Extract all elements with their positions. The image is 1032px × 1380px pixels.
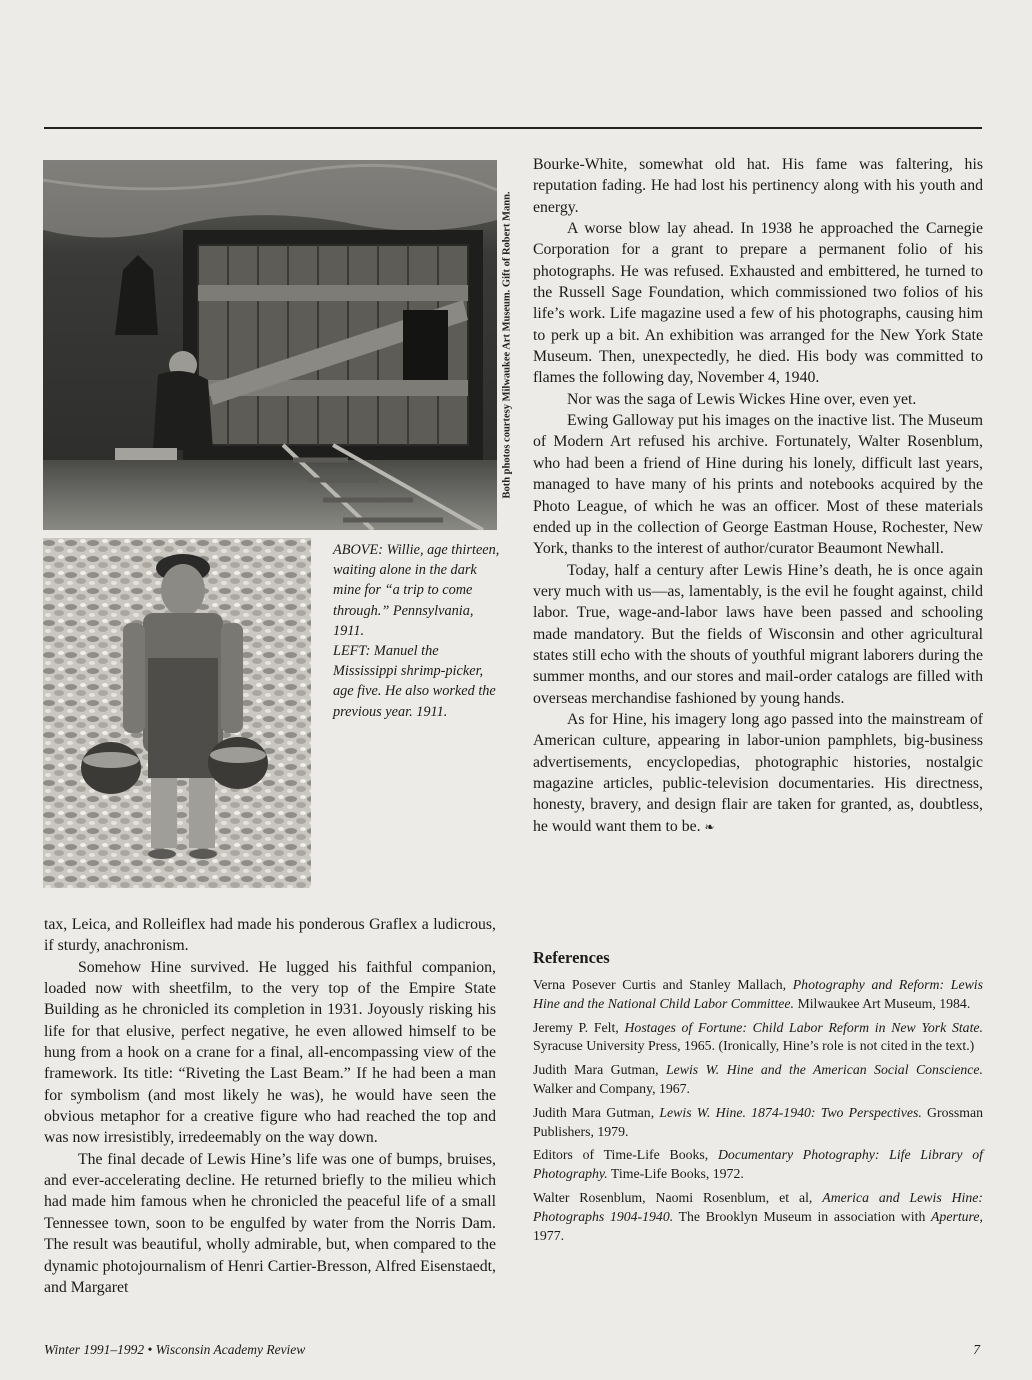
paragraph: Today, half a century after Lewis Hine’s death, he is once again very much with us—as, lamentably, is the evil he fought against, child labor. True, wage-and-labor laws have been passed and schooling made mandatory. But the fields of Wisconsin and other agricultural states still echo with the shouts of youthful migrant laborers during the summer months, and our stores and mail-order catalogs are filled with overseas merchandise fashioned by young hands. <box>533 561 983 707</box>
reference-item: Judith Mara Gutman, Lewis W. Hine. 1874-1940: Two Perspectives. Grossman Publishers, 1979. <box>533 1104 983 1139</box>
mine-photo-illustration <box>43 160 497 530</box>
footer-publication: Winter 1991–1992 • Wisconsin Academy Review <box>44 1342 306 1357</box>
page-number: 7 <box>973 1342 980 1357</box>
mine-photo <box>43 160 497 530</box>
photo-credit: Both photos courtesy Milwaukee Art Museum. Gift of Robert Mann. <box>501 191 513 499</box>
reference-item: Editors of Time-Life Books, Documentary Photography: Life Library of Photography. Time-Life Books, 1972. <box>533 1147 983 1182</box>
paragraph: Ewing Galloway put his images on the inactive list. The Museum of Modern Art refused his archive. Fortunately, Walter Rosenblum, who had been a friend of Hine during his lonely, difficult last years, managed to have many of his prints and notebooks acquired by the Photo League, of which he was an officer. Most of these materials ended up in the collection of George Eastman House, Rochester, New York, thanks to the interest of author/curator Beaumont Newhall. <box>533 412 983 558</box>
references-heading: References <box>533 948 610 967</box>
reference-item: Jeremy P. Felt, Hostages of Fortune: Child Labor Reform in New York State. Syracuse University Press, 1965. (Ironically, Hine’s role is not cited in the text.) <box>533 1019 983 1054</box>
paragraph: tax, Leica, and Rolleiflex had made his ponderous Graflex a ludicrous, if sturdy, anachronism. <box>44 916 496 955</box>
end-mark-icon: ❧ <box>704 819 715 834</box>
shrimp-picker-photo <box>43 538 311 888</box>
right-column-text <box>533 154 983 838</box>
paragraph: Somehow Hine survived. He lugged his faithful companion, loaded now with sheetfilm, to the very top of the Empire State Building as he chronicled its completion in 1931. Joyously risking his life for that elusive, perfect negative, he even allowed himself to be hung from a hook on a crane for a final, all-encompassing view of the framework. Its title: “Riveting the Last Beam.” If he had been a man for symbolism (and most likely he was), he would have seen the obvious metaphor for a creative figure who had reached the top and was now irresistibly, irredeemably on the way down. <box>44 958 496 1147</box>
shrimp-picker-illustration <box>43 538 311 888</box>
paragraph: Nor was the saga of Lewis Wickes Hine over, even yet. <box>567 390 917 408</box>
caption-above: ABOVE: Willie, age thirteen, waiting alone in the dark mine for “a trip to come through.” Pennsylvania, 1911. <box>333 542 500 639</box>
left-column-text <box>44 914 496 1298</box>
paragraph: A worse blow lay ahead. In 1938 he approached the Carnegie Corporation for a grant to prepare a permanent folio of his photographs. He was refused. Exhausted and embittered, he turned to the Russell Sage Foundation, which commissioned two folios of his life’s work. Life magazine used a few of his photographs, causing him to perk up a bit. An exhibition was arranged for the New York State Museum. Then, unexpectedly, he died. His body was committed to flames the following day, November 4, 1940. <box>533 220 983 387</box>
reference-item: Verna Posever Curtis and Stanley Mallach, Photography and Reform: Lewis Hine and the National Child Labor Committee. Milwaukee Art Museum, 1984. <box>533 977 983 1011</box>
reference-item: Walter Rosenblum, Naomi Rosenblum, et al, America and Lewis Hine: Photographs 1904-1940. The Brooklyn Museum in association with Aperture, 1977. <box>533 1189 983 1243</box>
reference-item: Judith Mara Gutman, Lewis W. Hine and the American Social Conscience. Walker and Company, 1967. <box>533 1062 983 1096</box>
paragraph: The final decade of Lewis Hine’s life was one of bumps, bruises, and ever-accelerating decline. He returned briefly to the milieu which had made him famous when he chronicled the peaceful life of a small Tennessee town, soon to be engulfed by water from the Norris Dam. The result was beautiful, wholly admirable, but, when compared to the dynamic photojournalism of Henri Cartier-Bresson, Alfred Eisenstaedt, and Margaret <box>44 1150 496 1296</box>
photo-caption <box>333 540 501 722</box>
references-section <box>533 948 983 1250</box>
paragraph-final: As for Hine, his imagery long ago passed into the mainstream of American culture, appearing in labor-union pamphlets, big-business advertisements, encyclopedias, photographic histories, nostalgic magazine articles, public-television documentaries. His directness, honesty, bravery, and design flair are taken for granted, as, doubtless, he would want them to be. ❧ <box>533 710 983 835</box>
header-rule <box>44 127 982 129</box>
paragraph: Bourke-White, somewhat old hat. His fame was faltering, his reputation fading. He had lost his pertinency along with his youth and energy. <box>533 156 983 216</box>
caption-left: LEFT: Manuel the Mississippi shrimp-picker, age five. He also worked the previous year. 1911. <box>333 643 496 720</box>
